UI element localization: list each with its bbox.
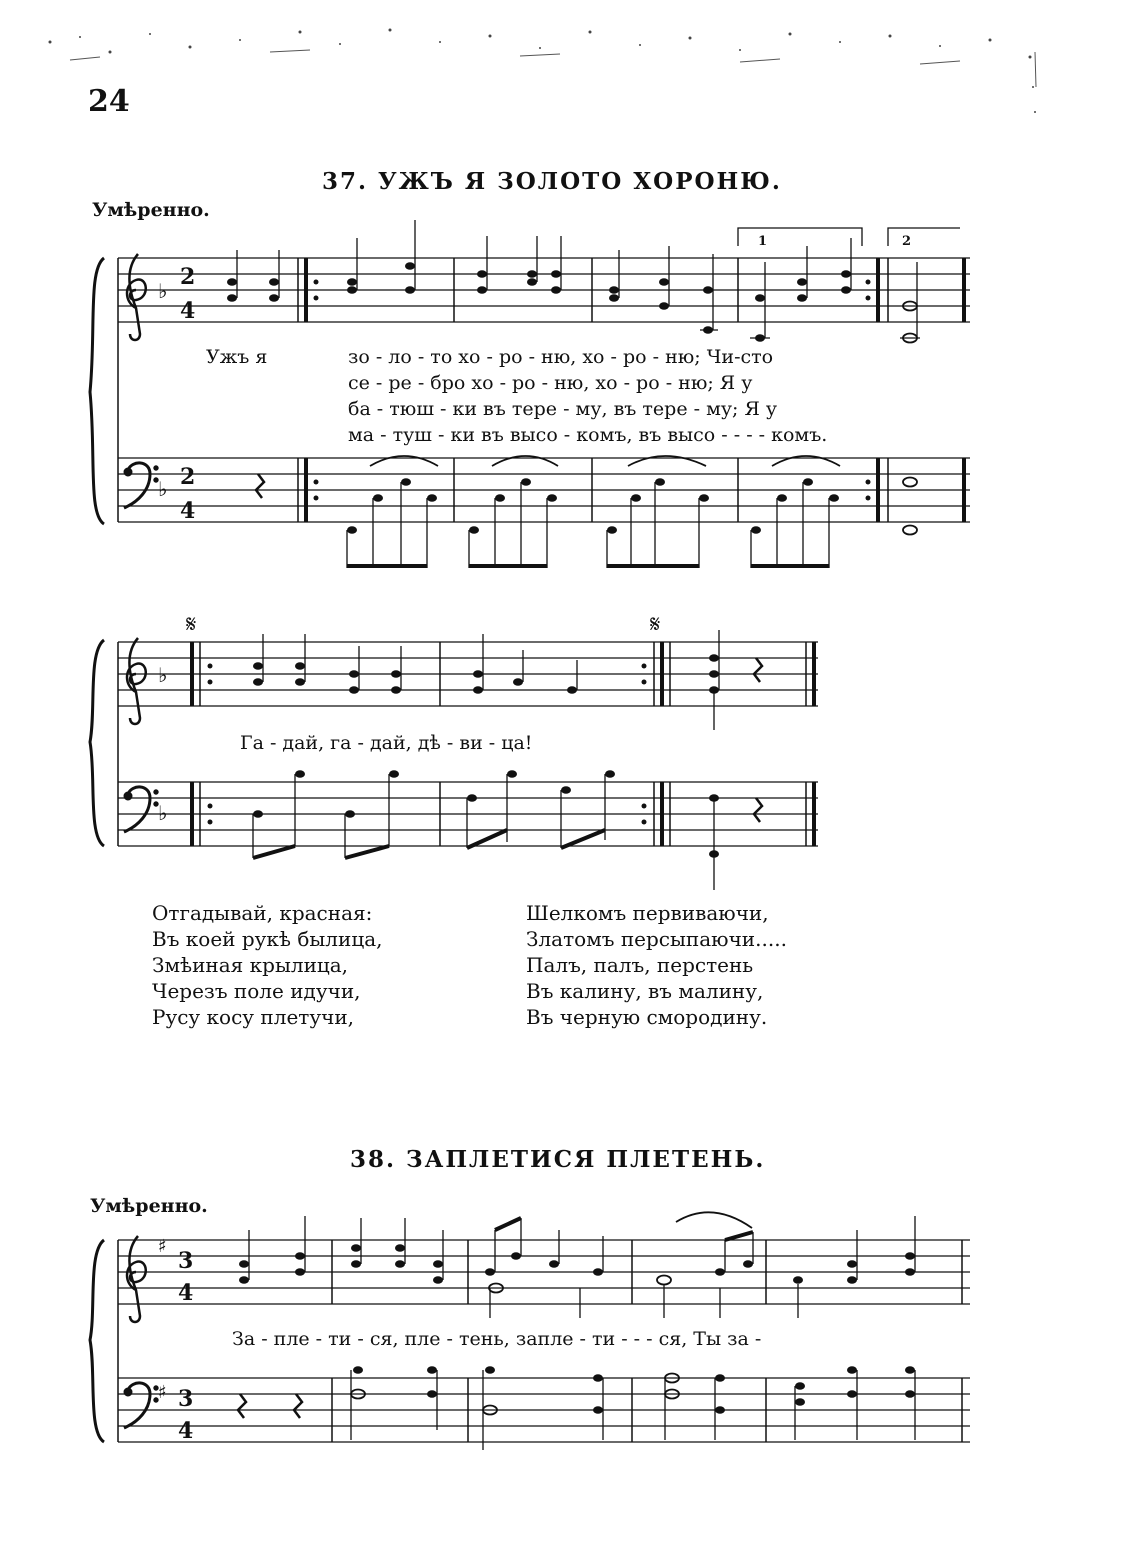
svg-text:♭: ♭ xyxy=(158,663,168,687)
refrain-lyric: Га - дай, га - дай, дѣ - ви - ца! xyxy=(240,732,533,754)
verse-line: Отгадывай, красная: xyxy=(152,901,373,925)
song-38-tempo: Умѣренно. xyxy=(90,1195,208,1217)
verse-line: Черезъ поле идучи, xyxy=(152,979,361,1003)
lyric-line-1: зо - ло - то хо - ро - ню, хо - ро - ню; Чи-сто xyxy=(348,346,774,368)
verse-line: Змѣиная крылица, xyxy=(152,953,349,977)
song-38-lyric: За - пле - ти - ся, пле - тень, запле - ти - - - ся, Ты за - xyxy=(232,1328,762,1350)
verse-line: Въ коей рукѣ былица, xyxy=(152,927,383,951)
svg-text:♭: ♭ xyxy=(158,279,168,303)
svg-text:4: 4 xyxy=(178,1418,194,1444)
svg-text:4: 4 xyxy=(180,298,196,324)
svg-text:3: 3 xyxy=(178,1248,194,1274)
svg-text:3: 3 xyxy=(178,1386,194,1412)
verse-column-right xyxy=(526,900,787,1030)
verse-line: Златомъ персыпаючи..... xyxy=(526,927,787,951)
svg-text:4: 4 xyxy=(178,1280,194,1306)
song-38-title: 38. ЗАПЛЕТИСЯ ПЛЕТЕНЬ. xyxy=(350,1146,766,1173)
svg-text:♭: ♭ xyxy=(158,801,168,825)
lyric-line-4: ма - туш - ки въ высо - комъ, въ высо - - - - комъ. xyxy=(348,424,828,446)
svg-text:4: 4 xyxy=(180,498,196,524)
song-37-tempo: Умѣренно. xyxy=(92,199,210,221)
lyric-line-3: ба - тюш - ки въ тере - му, въ тере - му; Я у xyxy=(348,398,778,420)
verse-column-left xyxy=(152,900,382,1030)
svg-text:♯: ♯ xyxy=(158,1382,167,1403)
volta-1-label: 1 xyxy=(758,234,768,249)
svg-text:2: 2 xyxy=(180,264,196,290)
song-37-title: 37. УЖЪ Я ЗОЛОТО ХОРОНЮ. xyxy=(322,168,782,195)
verse-line: Въ калину, въ малину, xyxy=(526,979,764,1003)
svg-text:𝄋: 𝄋 xyxy=(186,610,197,638)
verse-line: Палъ, палъ, перстень xyxy=(526,953,754,977)
svg-text:♯: ♯ xyxy=(158,1236,167,1257)
volta-2-label: 2 xyxy=(902,234,912,249)
svg-text:♭: ♭ xyxy=(158,477,168,501)
verse-line: Въ черную смородину. xyxy=(526,1005,768,1029)
svg-text:𝄋: 𝄋 xyxy=(650,610,661,638)
lyric-line-1-start: Ужъ я xyxy=(206,346,268,368)
system-1 xyxy=(90,220,970,568)
verse-line: Русу косу плетучи, xyxy=(152,1005,355,1029)
verse-line: Шелкомъ первиваючи, xyxy=(526,901,769,925)
page-number: 24 xyxy=(88,84,130,119)
lyric-line-2: се - ре - бро хо - ро - ню, хо - ро - ню; Я у xyxy=(348,372,753,394)
svg-text:2: 2 xyxy=(180,464,196,490)
